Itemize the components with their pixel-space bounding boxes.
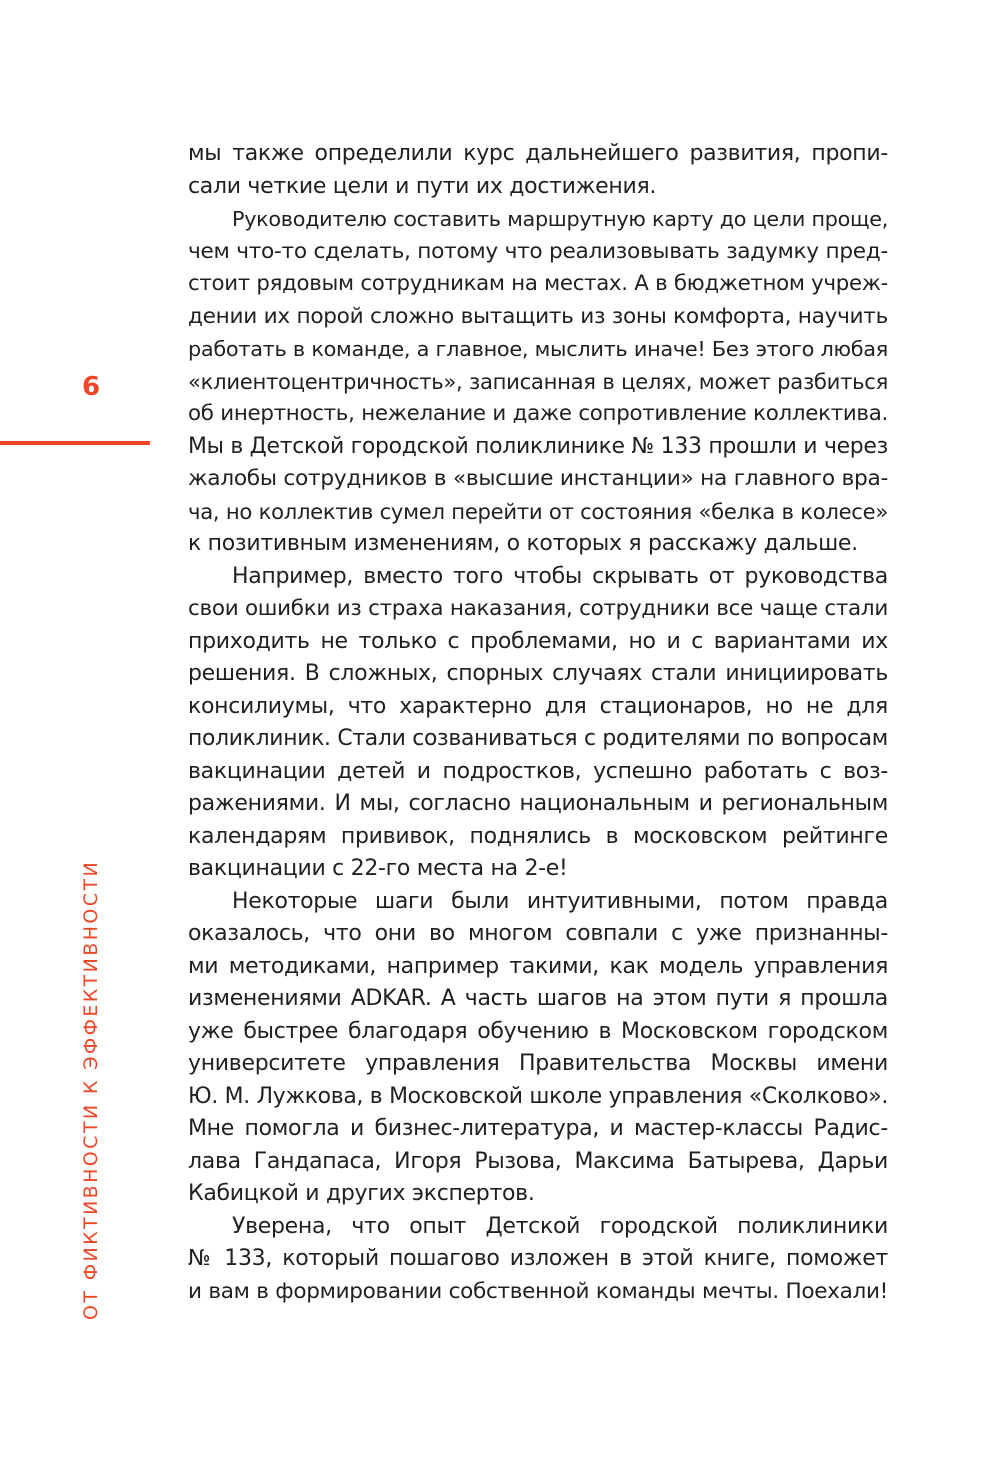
page-number: 6 <box>82 372 101 402</box>
text-line: «клиентоцентричность», записанная в целях, может разбиться <box>188 368 888 394</box>
running-title: ОТ ФИКТИВНОСТИ К ЭФФЕКТИВНОСТИ <box>80 859 102 1320</box>
text-line: ча, но коллектив сумел перейти от состояния «белка в колесе» <box>188 498 888 524</box>
text-line: Руководителю составить маршрутную карту до цели проще, <box>232 207 888 231</box>
paragraph-3 <box>188 561 888 886</box>
text-line: вакцинации с 22-го места на 2-е! <box>188 856 568 881</box>
text-line: лава Гандапаса, Игоря Рызова, Максима Батырева, Дарьи <box>188 1148 888 1174</box>
text-line: № 133, который пошагово изложен в этой книге, поможет <box>188 1246 888 1271</box>
text-line: дении их порой сложно вытащить из зоны комфорта, научить <box>188 303 888 329</box>
text-line: ми методиками, например такими, как модель управления <box>188 953 888 979</box>
body-text <box>188 138 888 1308</box>
text-line: оказалось, что они во многом совпали с уже признанны- <box>188 921 888 946</box>
page-number-rule <box>0 441 150 445</box>
text-line: ражениями. И мы, согласно национальным и региональным <box>188 791 888 816</box>
text-line: к позитивным изменениям, о которых я расскажу дальше. <box>188 531 858 556</box>
text-line: решения. В сложных, спорных случаях стали инициировать <box>188 661 888 686</box>
text-line: и вам в формировании собственной команды мечты. Поехали! <box>188 1278 888 1304</box>
text-line: уже быстрее благодаря обучению в Московском городском <box>188 1018 888 1044</box>
text-line: Мы в Детской городской поликлинике № 133 прошли и через <box>188 433 888 459</box>
text-line: жалобы сотрудников в «высшие инстанции» на главного вра- <box>188 466 888 491</box>
text-line: Кабицкой и других экспертов. <box>188 1181 535 1206</box>
paragraph-2 <box>188 203 888 561</box>
text-line: поликлиник. Стали созваниваться с родителями по вопросам <box>188 726 888 751</box>
paragraph-4 <box>188 886 888 1211</box>
text-line: вакцинации детей и подростков, успешно работать с воз- <box>188 758 888 784</box>
text-line: консилиумы, что характерно для стационаров, но не для <box>188 693 888 719</box>
text-line: работать в команде, а главное, мыслить иначе! Без этого любая <box>188 337 888 361</box>
text-line: мы также определили курс дальнейшего развития, пропи- <box>188 141 888 166</box>
text-line: приходить не только с проблемами, но и с вариантами их <box>188 628 888 654</box>
paragraph-5 <box>188 1211 888 1309</box>
text-line: сали четкие цели и пути их достижения. <box>188 173 657 199</box>
text-line: свои ошибки из страха наказания, сотрудники все чаще стали <box>188 596 888 621</box>
text-line: Мне помогла и бизнес-литература, и мастер-классы Радис- <box>188 1116 888 1141</box>
text-line: чем что-то сделать, потому что реализовывать задумку пред- <box>188 238 888 264</box>
text-line: Некоторые шаги были интуитивными, потом правда <box>232 888 888 914</box>
text-line: Например, вместо того чтобы скрывать от руководства <box>232 563 888 589</box>
paragraph-1 <box>188 138 888 203</box>
text-line: об инертность, нежелание и даже сопротивление коллектива. <box>188 401 888 426</box>
text-line: стоит рядовым сотрудникам на местах. А в бюджетном учреж- <box>188 271 888 296</box>
text-line: университете управления Правительства Москвы имени <box>188 1051 888 1076</box>
text-line: изменениями ADKAR. А часть шагов на этом пути я прошла <box>188 986 888 1011</box>
text-line: календарям прививок, поднялись в московском рейтинге <box>188 823 888 849</box>
text-line: Уверена, что опыт Детской городской поликлиники <box>232 1213 888 1239</box>
text-line: Ю. М. Лужкова, в Московской школе управления «Сколково». <box>188 1083 888 1109</box>
